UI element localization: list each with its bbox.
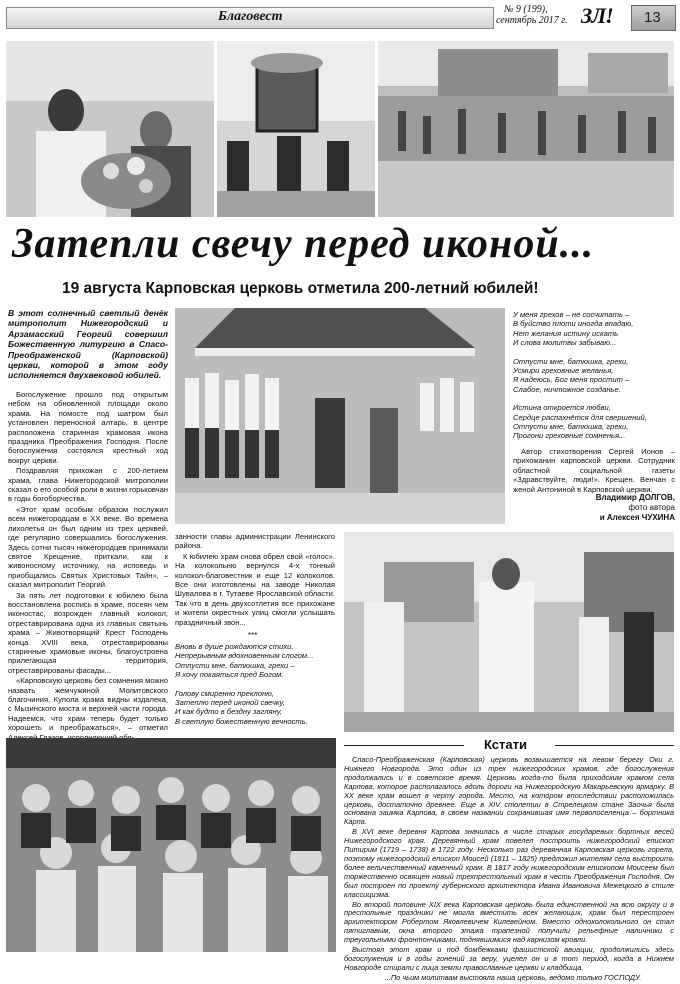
sidebar-title-rule-left [344, 745, 464, 746]
issue-number: № 9 (199), [504, 4, 548, 15]
byline-photo: фото автора [628, 503, 675, 512]
paragraph: За пять лет подготовки к юбилею была восстановлена роспись в храме, посеян чем иконостас, возрожден главный колокол, отреставрирована одна из главных святынь храма – Животворящий Крест Господень конца XVIII века, отреставрированы старинные храмовые иконы, благоустроена прилегающая территория, отреставрированы фасады... [8, 590, 168, 675]
sidebar-text [344, 756, 674, 984]
poem-line: Отпусти мне, батюшка, грехи, [513, 356, 629, 366]
poem-line [513, 394, 675, 403]
paragraph: занности главы администрации Ленинского района. [175, 532, 335, 551]
paragraph: «Карповскую церковь без сомнения можно назвать жемчужиной Молитовского благочиния. Купола храма видны издалека, с Мызинского моста и верхней части города. Надеемся, что храм теперь будет только хорошеть и преображаться», – отметил [8, 676, 168, 733]
poem-line: Слабое, ничтожное созданье. [513, 384, 621, 394]
poem-line: В буйство плоти иногда впадаю, [513, 319, 634, 329]
poem-line: В светлую божественную вечность. [175, 716, 308, 726]
poem-line: И слова молитвы забываю... [513, 338, 617, 348]
sidebar-paragraph: Во второй половине XIX века Карповская церковь была единственной на всю округу и в престольные праздники не могла вместить всех желающих, храм был перестроен архитектором Робертом Яковлевичем Килевейном. Вместо одноколокольного он стал пятиглавым, окна второго этажа трапезной получили рельефные наличники с треугольными фронтончиками, поднявшимися над карнизом кровли. [344, 899, 674, 945]
sidebar-paragraph: Выстоял этот храм и под бомбежками фашистской авиации, продолжились здесь богослужения и в годы гонений за веру, уцелел он и в тот период, когда в Нижнем Новгороде стирали с лица земли православные церкви и кладбища. [344, 945, 674, 972]
sidebar-paragraph: Спасо-Преображенская (Карповская) церковь возвышается на левом берегу Оки г. Нижнего Новгорода. Это один из трех нижегородских храмов, где богослужения продолжались и в советское время. Церковь когда-то была приходским храмом села Карпова, которое располагалось вдоль дороги на Нижегородскую Макарьевскую ярмарку. В XX веке храм вошел в черту города. Место, на котором впоследствии расположилась церковь, достаточно древнее. Еще в XIV столетии в Стрелецком стане Заочья была основана заимка Карпова, в своем названии сохранившая имя первопоселенца – бортника Карпа. [344, 755, 674, 827]
poem-line: Я надеюсь, Бог меня простит – [513, 375, 630, 385]
photo-icon-procession [217, 41, 375, 217]
issue-date: сентябрь 2017 г. [496, 15, 568, 26]
poem-line: Затеплю перед иконой свечку, [175, 698, 285, 708]
page-number: 13 [644, 9, 661, 26]
paragraph: «Этот храм особым образом послужил всем нижегородцам в XX веке. Во времена лихолетья он был одним из трех церквей, где регулярно совершались богослужения. Здесь сотни тысяч нижегородцев принимали святое Крещение, приткали, как к живоносному источнику, на исповедь и приобщались Святых Христовых Тайн», – сказал митрополит Георгий. [8, 504, 168, 590]
newspaper-logo: ЗЛ! [581, 3, 613, 28]
poem-line: Непрерывным вдохновенным слогом... [175, 651, 314, 661]
sidebar-paragraph: ...По чьим молитвам выстояла наша церковь, ведомо только ГОСПОДУ. [384, 972, 642, 982]
poem-part-1 [175, 642, 340, 726]
article-column-1 [8, 390, 168, 743]
poem-line: Отпусти мне, батюшка, грехи, [513, 422, 629, 432]
paragraph: Поздравляя прихожан с 200-летием храма, глава Нижегородской митрополии сказал о его особой роли в жизни горьковчан в годы богоборчества. [8, 466, 168, 504]
poem-line: И как будто в бездну загляну, [175, 707, 283, 717]
header-bar [6, 3, 674, 29]
poem-line: Усмири греховные желанья, [513, 366, 614, 376]
poem-line: Голову смиренно преклоню, [175, 688, 274, 698]
sidebar-paragraph: В XVI веке деревня Карпова значилась в числе старых государевых бортных весей Нижегородского края. Деревянный храм повелел построить нижегородский епископ Питирим (1719 – 1738) в 1722 году. Несколько раз деревянная Карповская церковь горела, поэтому нижегородский епископ Моисей (1811 – 1825) предложил жителям села выстроить более величественный каменный храм. В 1817 году нижегородским епископом Моисеем был торжественно освящен новый трехпрестольный храм в честь Преображения Господня. Он был построен по проекту губернского архитектора Ивана Ивановича Межецкого в стиле классицизма. [344, 827, 674, 899]
poem-part-2 [513, 310, 675, 441]
paragraph: К юбилею храм снова обрел свой «голос». На колокольню вернулся 4-х тонный колокол-благовестник и еще 12 колоколов. Все они изготовлены на заводе Николая Шувалова в г. Тутаеве Ярославской области. Так что в день двухсотлетия все прихожане и жители окрестных улиц смогли услышать праздничный звон... [175, 551, 335, 627]
photo-metropolitan-flowers [6, 41, 214, 217]
article-column-2 [175, 532, 335, 628]
sidebar-title-rule-right [555, 745, 674, 746]
author-note: Автор стихотворения Сергей Ионов – прихожанин карповской церкви. Сотрудник областной социальной газеты «Здравствуйте, люди!». Крещен. Венчан с женой Антониной в Карповской церкви. [513, 447, 675, 494]
paragraph: Богослужение прошло под открытым небом на обновленной площади около храма. На помосте под шатром был установлен переносной алтарь, в центре расположена старинная храмовая икона праздника Преображения Господня. После богослужения состоялся крестный ход вокруг церкви. [8, 390, 168, 465]
photo-metropolitan-blessing [344, 532, 674, 732]
poem-line: Прогони греховные сомненья... [513, 431, 626, 441]
poem-line: Отпусти мне, батюшка, грехи – [175, 660, 295, 670]
poem-line: Я хочу покаяться пред Богом. [175, 670, 284, 680]
byline-author: Владимир ДОЛГОВ, [595, 493, 675, 502]
sidebar-title: Кстати [484, 737, 527, 752]
photo-choir-service [175, 308, 505, 524]
byline [513, 493, 675, 523]
poem-line: У меня грехов – не сосчитать – [513, 310, 630, 319]
photo-crowd-square [378, 41, 674, 217]
headline: Затепли свечу перед иконой... [12, 221, 595, 267]
poem-line: Нет желания истину искать [513, 328, 619, 338]
subheadline: 19 августа Карповская церковь отметила 200-летний юбилей! [62, 280, 539, 297]
separator-stars: *** [248, 631, 258, 640]
poem-line: Истина откроется любви, [513, 403, 611, 413]
poem-line: Сердце распахнётся для свершений, [513, 412, 647, 422]
photo-congregation [6, 738, 336, 952]
poem-line [513, 348, 675, 357]
poem-line [175, 680, 340, 689]
poem-line: Вновь в душе рождаются стихи, [175, 642, 294, 651]
byline-photo-2: и Алексея ЧУХИНА [599, 513, 675, 522]
section-title: Благовест [218, 9, 283, 24]
lead-paragraph: В этот солнечный светлый денёк митрополит Нижегородский и Арзамасский Георгий совершил Божественную литургию в Спасо-Преображенской (Карповской) церкви, которой в этом году исполняется двухвековой юбилей. [8, 308, 168, 381]
